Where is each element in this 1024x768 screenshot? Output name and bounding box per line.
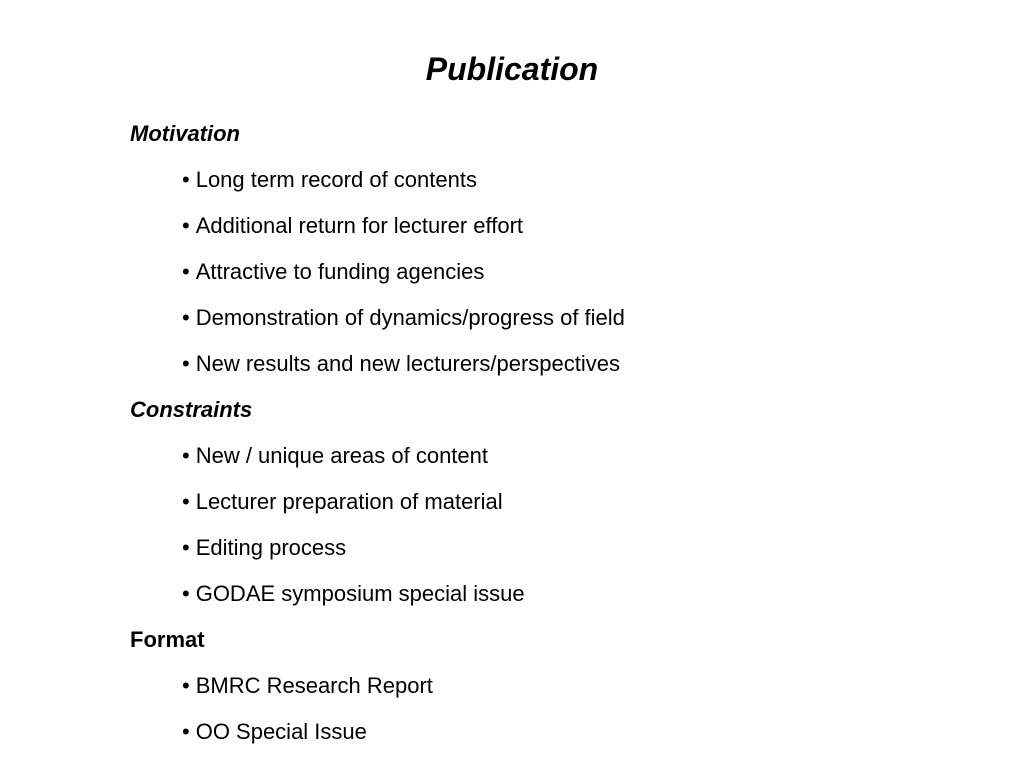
section-format — [130, 625, 990, 763]
bullet-mark: • — [182, 259, 190, 284]
bullet-text: Lecturer preparation of material — [195, 489, 503, 514]
bullet-mark: • — [182, 535, 190, 560]
bullet-item — [130, 579, 990, 625]
bullet-text: Attractive to funding agencies — [195, 259, 485, 284]
bullet-text: New / unique areas of content — [195, 443, 488, 468]
bullet-item — [130, 303, 990, 349]
bullet-list-constraints — [130, 441, 990, 625]
bullet-mark: • — [182, 443, 190, 468]
slide-content — [130, 119, 990, 763]
bullet-text: Long term record of contents — [195, 167, 477, 192]
bullet-item — [130, 533, 990, 579]
slide-title: Publication — [425, 51, 599, 87]
section-heading-motivation: Motivation — [130, 121, 240, 146]
bullet-item — [130, 211, 990, 257]
bullet-item — [130, 441, 990, 487]
section-motivation — [130, 119, 990, 395]
section-heading-constraints: Constraints — [130, 397, 253, 422]
bullet-text: OO Special Issue — [195, 719, 367, 744]
section-constraints — [130, 395, 990, 625]
bullet-mark: • — [182, 167, 190, 192]
bullet-item — [130, 165, 990, 211]
bullet-mark: • — [182, 581, 190, 606]
bullet-mark: • — [182, 305, 190, 330]
bullet-item — [130, 487, 990, 533]
bullet-mark: • — [182, 351, 190, 376]
bullet-mark: • — [182, 213, 190, 238]
bullet-item — [130, 671, 990, 717]
bullet-text: New results and new lecturers/perspectives — [195, 351, 620, 376]
section-heading-format: Format — [130, 627, 205, 652]
bullet-mark: • — [182, 673, 190, 698]
bullet-text: Editing process — [195, 535, 347, 560]
bullet-item — [130, 349, 990, 395]
bullet-item — [130, 717, 990, 763]
bullet-text: Demonstration of dynamics/progress of field — [195, 305, 625, 330]
bullet-list-motivation — [130, 165, 990, 395]
bullet-mark: • — [182, 719, 190, 744]
bullet-list-format — [130, 671, 990, 763]
bullet-text: BMRC Research Report — [195, 673, 433, 698]
bullet-mark: • — [182, 489, 190, 514]
bullet-text: GODAE symposium special issue — [195, 581, 525, 606]
bullet-item — [130, 257, 990, 303]
bullet-text: Additional return for lecturer effort — [195, 213, 524, 238]
